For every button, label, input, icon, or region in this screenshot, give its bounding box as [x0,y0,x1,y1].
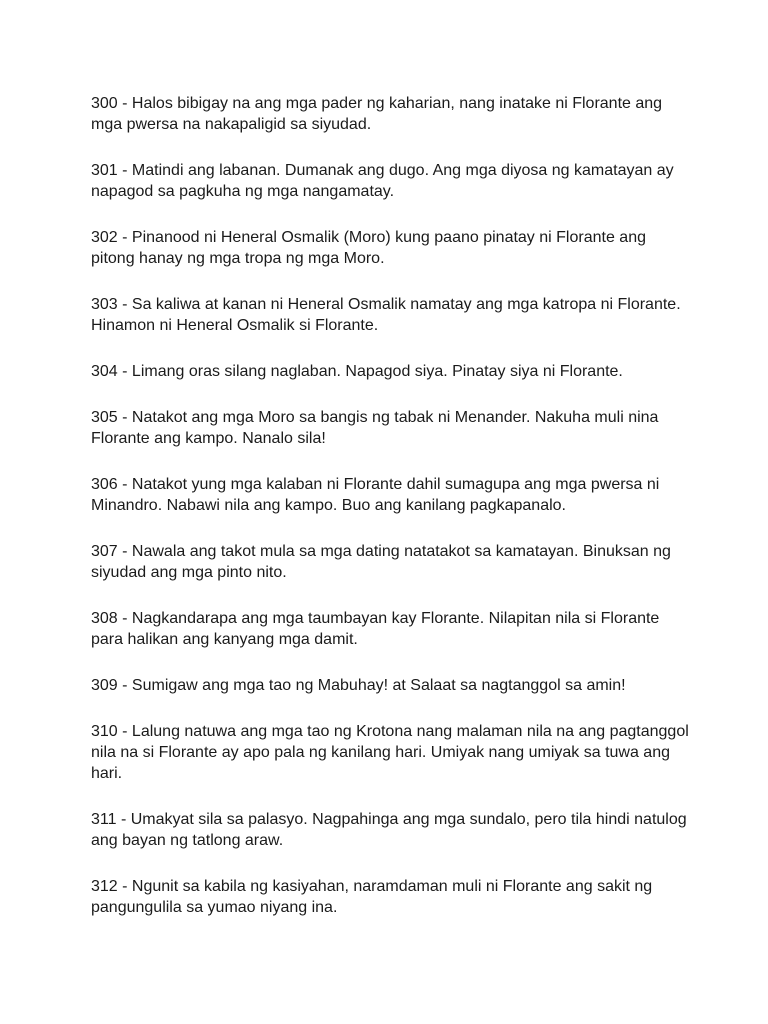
entry-306: 306 - Natakot yung mga kalaban ni Florante dahil sumagupa ang mga pwersa ni Minandro. Nabawi nila ang kampo. Buo ang kanilang pagkapanalo. [91,476,660,514]
entry-302: 302 - Pinanood ni Heneral Osmalik (Moro) kung paano pinatay ni Florante ang pitong hanay ng mga tropa ng mga Moro. [91,229,646,267]
entry-308: 308 - Nagkandarapa ang mga taumbayan kay Florante. Nilapitan nila si Florante para halikan ang kanyang mga damit. [91,610,660,648]
entry-list [91,93,691,943]
entry-304: 304 - Limang oras silang naglaban. Napagod siya. Pinatay siya ni Florante. [91,363,623,380]
entry-303: 303 - Sa kaliwa at kanan ni Heneral Osmalik namatay ang mga katropa ni Florante. Hinamon ni Heneral Osmalik si Florante. [91,296,681,334]
entry-300: 300 - Halos bibigay na ang mga pader ng kaharian, nang inatake ni Florante ang mga pwersa na nakapaligid sa siyudad. [91,95,663,133]
entry-301: 301 - Matindi ang labanan. Dumanak ang dugo. Ang mga diyosa ng kamatayan ay napagod sa pagkuha ng mga nangamatay. [91,162,674,200]
entry-311: 311 - Umakyat sila sa palasyo. Nagpahinga ang mga sundalo, pero tila hindi natulog ang bayan ng tatlong araw. [91,811,687,849]
entry-310: 310 - Lalung natuwa ang mga tao ng Krotona nang malaman nila na ang pagtanggol nila na si Florante ay apo pala ng kanilang hari. Umiyak nang umiyak sa tuwa ang hari. [91,723,689,782]
entry-312: 312 - Ngunit sa kabila ng kasiyahan, naramdaman muli ni Florante ang sakit ng pangungulila sa yumao niyang ina. [91,878,653,916]
entry-309: 309 - Sumigaw ang mga tao ng Mabuhay! at Salaat sa nagtanggol sa amin! [91,677,626,694]
entry-307: 307 - Nawala ang takot mula sa mga dating natatakot sa kamatayan. Binuksan ng siyudad ang mga pinto nito. [91,543,671,581]
entry-305: 305 - Natakot ang mga Moro sa bangis ng tabak ni Menander. Nakuha muli nina Florante ang kampo. Nanalo sila! [91,409,659,447]
